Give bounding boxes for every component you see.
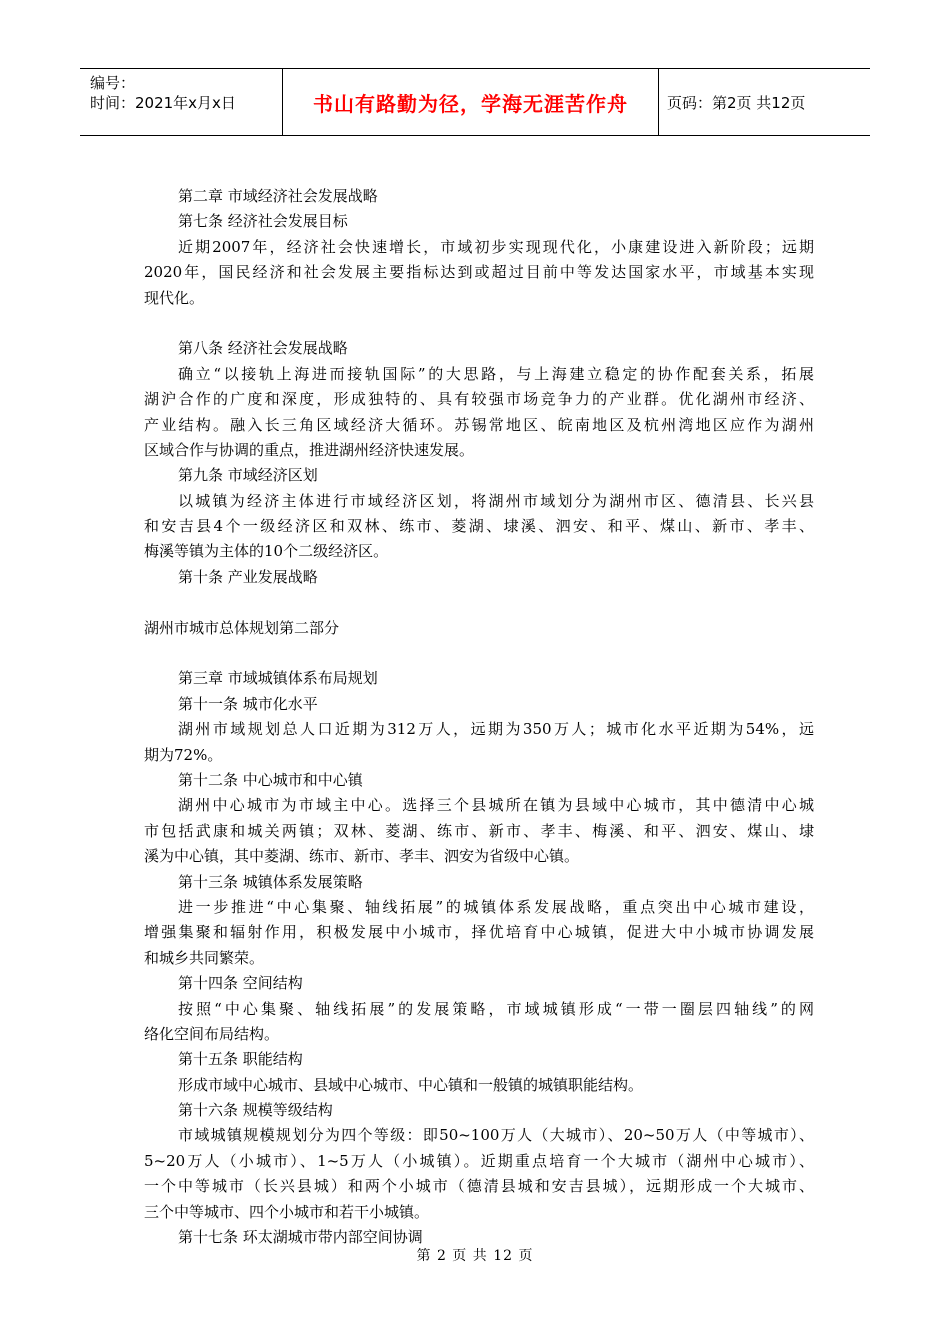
text-line: 一个中等城市（长兴县城）和两个小城市（德清县城和安吉县城），远期形成一个大城市、 [144, 1177, 814, 1196]
header-number-label: 编号： [90, 74, 136, 92]
text-line: 5~20万人（小城市）、1~5万人（小城镇）。近期重点培育一个大城市（湖州中心城市）、 [144, 1151, 814, 1170]
header-motto: 书山有路勤为径，学海无涯苦作舟 [283, 69, 659, 135]
text-line: 三个中等城市、四个小城市和若干小城镇。 [144, 1202, 430, 1221]
text-line: 市包括武康和城关两镇；双林、菱湖、练市、新市、孝丰、梅溪、和平、泗安、煤山、埭 [144, 821, 814, 840]
text-line: 溪为中心镇，其中菱湖、练市、新市、孝丰、泗安为省级中心镇。 [144, 847, 580, 866]
text-line: 第十条 产业发展战略 [178, 567, 318, 586]
text-line: 络化空间布局结构。 [144, 1024, 280, 1043]
text-line: 第九条 市域经济区划 [178, 466, 318, 485]
text-line: 第十二条 中心城市和中心镇 [178, 770, 363, 789]
text-line: 2020年，国民经济和社会发展主要指标达到或超过目前中等发达国家水平，市域基本实现 [144, 263, 814, 282]
text-line: 近期2007年，经济社会快速增长，市域初步实现现代化，小康建设进入新阶段；远期 [178, 237, 814, 256]
blank-line [144, 590, 814, 615]
blank-line [144, 641, 814, 666]
text-line: 第二章 市域经济社会发展战略 [178, 187, 378, 205]
text-line: 第十五条 职能结构 [178, 1050, 303, 1069]
text-line: 现代化。 [144, 288, 205, 307]
text-line: 湖州市城市总体规划第二部分 [144, 618, 340, 637]
header-page-label: 页码：第2页 共12页 [667, 93, 806, 112]
text-line: 第十一条 城市化水平 [178, 694, 318, 713]
text-line: 第八条 经济社会发展战略 [178, 339, 348, 358]
header-meta [80, 69, 283, 135]
text-line: 确立“以接轨上海进而接轨国际”的大思路，与上海建立稳定的协作配套关系，拓展 [178, 364, 814, 383]
text-line: 和城乡共同繁荣。 [144, 948, 265, 967]
blank-line [144, 311, 814, 336]
text-line: 市域城镇规模规划分为四个等级：即50~100万人（大城市）、20~50万人（中等城市）、 [178, 1126, 814, 1145]
header-time-label: 时间：2021年x月x日 [90, 94, 236, 112]
text-line: 以城镇为经济主体进行市域经济区划，将湖州市域划分为湖州市区、德清县、长兴县 [178, 491, 814, 510]
text-line: 第十七条 环太湖城市带内部空间协调 [178, 1228, 423, 1247]
text-line: 湖沪合作的广度和深度，形成独特的、具有较强市场竞争力的产业群。优化湖州市经济、 [144, 390, 814, 409]
text-line: 湖州中心城市为市域主中心。选择三个县城所在镇为县域中心城市，其中德清中心城 [178, 796, 814, 815]
text-line: 进一步推进“中心集聚、轴线拓展”的城镇体系发展战略，重点突出中心城市建设， [178, 897, 814, 916]
text-line: 第三章 市域城镇体系布局规划 [178, 669, 378, 688]
text-line: 增强集聚和辐射作用，积极发展中小城市，择优培育中心城镇，促进大中小城市协调发展 [144, 923, 814, 942]
text-line: 期为72%。 [144, 745, 223, 764]
text-line: 区域合作与协调的重点，推进湖州经济快速发展。 [144, 440, 475, 459]
text-line: 湖州市域规划总人口近期为312万人，远期为350万人；城市化水平近期为54%，远 [178, 720, 814, 739]
text-line: 第十三条 城镇体系发展策略 [178, 872, 363, 891]
text-line: 按照“中心集聚、轴线拓展”的发展策略，市域城镇形成“一带一圈层四轴线”的网 [178, 999, 814, 1018]
text-line: 第七条 经济社会发展目标 [178, 212, 348, 231]
page-header [80, 68, 870, 136]
text-line: 第十六条 规模等级结构 [178, 1101, 333, 1120]
document-body [144, 184, 814, 1250]
text-line: 梅溪等镇为主体的10个二级经济区。 [144, 542, 389, 561]
text-line: 第十四条 空间结构 [178, 974, 303, 993]
page-footer: 第 2 页 共 12 页 [416, 1248, 534, 1264]
text-line: 产业结构。融入长三角区域经济大循环。苏锡常地区、皖南地区及杭州湾地区应作为湖州 [144, 415, 814, 434]
text-line: 形成市域中心城市、县域中心城市、中心镇和一般镇的城镇职能结构。 [178, 1075, 644, 1094]
text-line: 和安吉县4个一级经济区和双林、练市、菱湖、埭溪、泗安、和平、煤山、新市、孝丰、 [144, 517, 814, 536]
